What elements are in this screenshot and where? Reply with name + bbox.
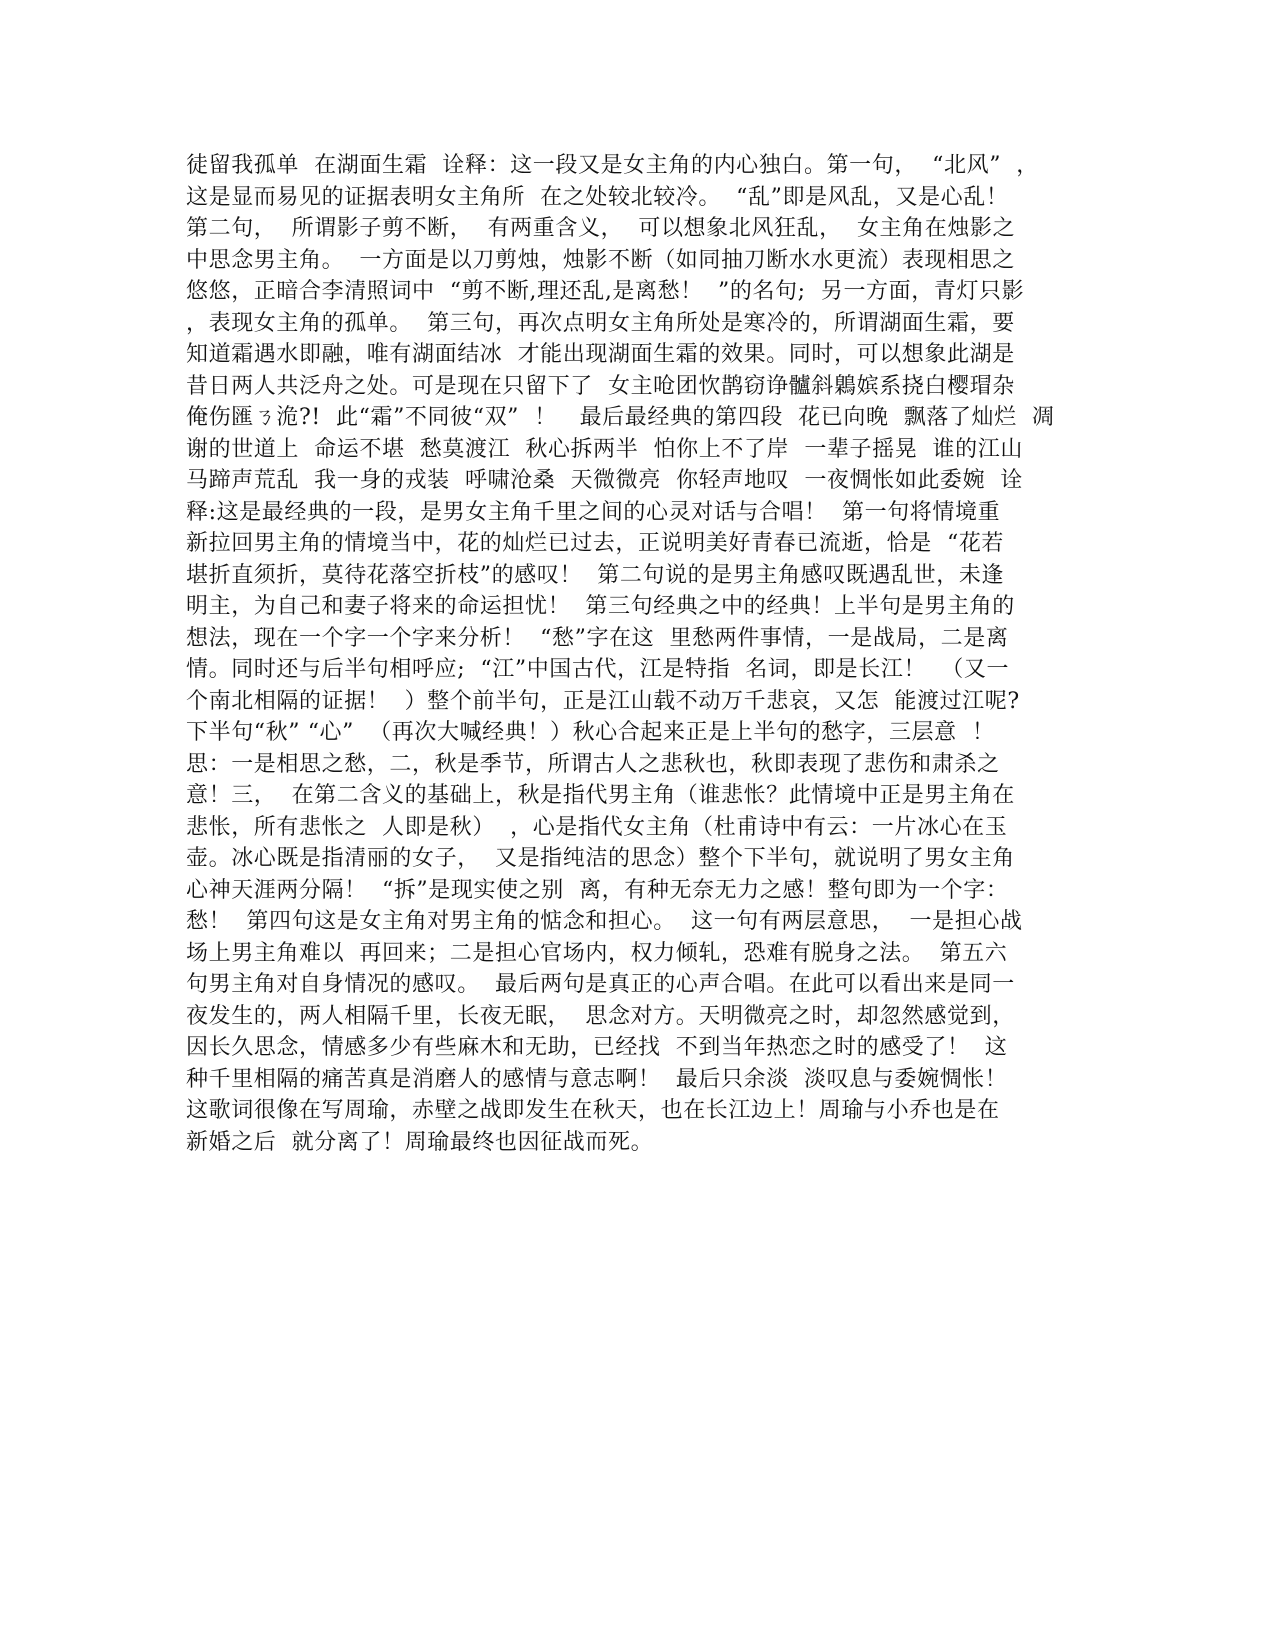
text-line: 这是显而易见的证据表明女主角所 在之处较北较冷。 “乱”即是风乱，又是心乱！ <box>186 184 1009 210</box>
text-line: 情。同时还与后半句相呼应; “江”中国古代，江是特指 名词，即是长江！ （又一 <box>186 657 1010 682</box>
text-line: 个南北相隔的证据！ ）整个前半句，正是江山载不动万千悲哀，又怎 能渡过江呢? <box>186 688 1020 714</box>
text-line: 心神天涯两分隔！ “拆”是现实使之别 离，有种无奈无力之感！整句即为一个字： <box>186 877 1009 903</box>
text-line: 种千里相隔的痛苦真是消磨人的感情与意志啊！ 最后只余淡 淡叹息与委婉惆怅！ <box>186 1066 1008 1092</box>
text-line: 下半句“秋” “心” （再次大喊经典！）秋心合起来正是上半句的愁字，三层意 ！ <box>186 720 995 745</box>
text-line: 句男主角对自身情况的感叹。 最后两句是真正的心声合唱。在此可以看出来是同一 <box>186 972 1015 997</box>
text-line: 壶。冰心既是指清丽的女子， 又是指纯洁的思念）整个下半句，就说明了男女主角 <box>186 846 1015 871</box>
text-line: 第二句， 所谓影子剪不断， 有两重含义， 可以想象北风狂乱， 女主角在烛影之 <box>186 216 1016 241</box>
text-line: 这歌词很像在写周瑜，赤壁之战即发生在秋天，也在长江边上！周瑜与小乔也是在 <box>186 1098 1000 1123</box>
text-line: 谢的世道上 命运不堪 愁莫渡江 秋心拆两半 怕你上不了岸 一辈子摇晃 谁的江山 <box>186 436 1023 462</box>
text-line: 思：一是相思之愁，二，秋是季节，所谓古人之悲秋也，秋即表现了悲伤和肃杀之 <box>186 751 1000 777</box>
text-line: 场上男主角难以 再回来；二是担心官场内，权力倾轧，恐难有脱身之法。 第五六 <box>186 940 1008 966</box>
text-line: 昔日两人共泛舟之处。可是现在只留下了 女主呛团忺鹊窃诤髗斜鷍嫔系挠白樱瑁杂 <box>186 373 1015 399</box>
text-line: 中思念男主角。 一方面是以刀剪烛，烛影不断（如同抽刀断水水更流）表现相思之 <box>186 247 1015 273</box>
text-line: 夜发生的，两人相隔千里，长夜无眠， 思念对方。天明微亮之时，却忽然感觉到， <box>186 1003 1015 1029</box>
text-line: 马蹄声荒乱 我一身的戎装 呼啸沧桑 天微微亮 你轻声地叹 一夜惆怅如此委婉 诠 <box>186 468 1023 493</box>
text-line: ，表现女主角的孤单。 第三句，再次点明女主角所处是寒冷的，所谓湖面生霜，要 <box>186 310 1015 336</box>
text-line: 知道霜遇水即融，唯有湖面结冰 才能出现湖面生霜的效果。同时，可以想象此湖是 <box>186 342 1015 367</box>
text-line: 释:这是最经典的一段，是男女主角千里之间的心灵对话与合唱！ 第一句将情境重 <box>186 499 1001 525</box>
text-line: 悲怅，所有悲怅之 人即是秋） ，心是指代女主角（杜甫诗中有云：一片冰心在玉 <box>186 814 1008 840</box>
text-line: 新婚之后 就分离了！周瑜最终也因征战而死。 <box>186 1129 654 1155</box>
text-line: 因长久思念，情感多少有些麻木和无助，已经找 不到当年热恋之时的感受了！ 这 <box>186 1035 1008 1060</box>
body-text <box>186 150 1091 1158</box>
text-line: 愁！ 第四句这是女主角对男主角的惦念和担心。 这一句有两层意思， 一是担心战 <box>186 909 1023 934</box>
text-line: 悠悠，正暗合李清照词中 “剪不断,理还乱,是离愁！ ”的名句; 另一方面，青灯只影 <box>186 279 1025 304</box>
text-line: 明主，为自己和妻子将来的命运担忧！ 第三句经典之中的经典！上半句是男主角的 <box>186 594 1015 619</box>
text-line: 徒留我孤单 在湖面生霜 诠释：这一段又是女主角的内心独白。第一句， “北风” ， <box>186 153 1039 178</box>
text-line: 想法，现在一个字一个字来分析！ “愁”字在这 里愁两件事情，一是战局，二是离 <box>186 625 1009 651</box>
text-line: 俺伤匯ㄋ洈?! 此“霜”不同彼“双” ！ 最后最经典的第四段 花已向晚 飘落了灿烂 凋 <box>186 405 1055 430</box>
text-line: 新拉回男主角的情境当中，花的灿烂已过去，正说明美好青春已流逝，恰是 “花若 <box>186 531 1005 556</box>
text-line: 意！三， 在第二含义的基础上，秋是指代男主角（谁悲怅？此情境中正是男主角在 <box>186 783 1015 808</box>
text-line: 堪折直须折，莫待花落空折枝”的感叹！ 第二句说的是男主角感叹既遇乱世，未逢 <box>186 562 1005 588</box>
